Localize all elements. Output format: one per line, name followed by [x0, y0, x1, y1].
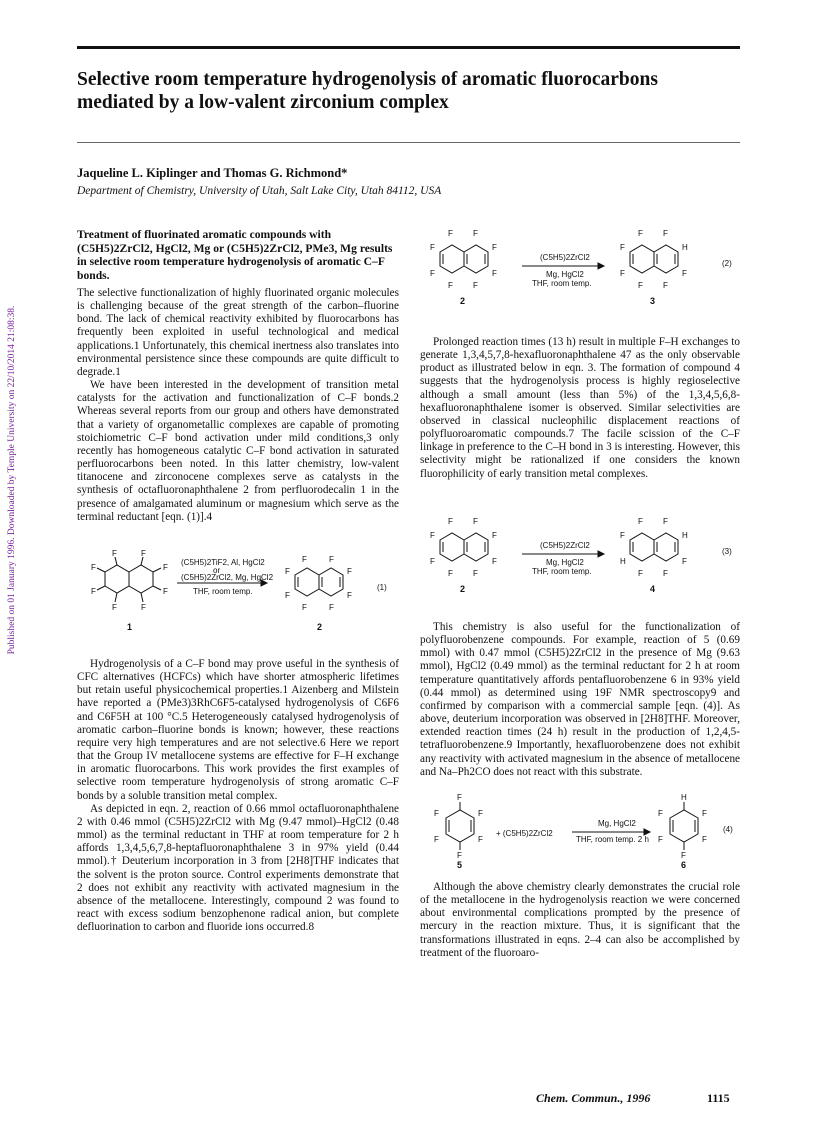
atom-f: F: [663, 517, 668, 526]
atom-f: F: [430, 243, 435, 252]
atom-f: F: [329, 555, 334, 564]
atom-f: F: [329, 603, 334, 612]
atom-f: F: [473, 569, 478, 578]
atom-f: F: [620, 243, 625, 252]
affiliation: Department of Chemistry, University of Utah, Salt Lake City, Utah 84112, USA: [77, 185, 442, 197]
eq4-number: (4): [723, 825, 733, 834]
eq1-label-right: 2: [317, 622, 323, 632]
atom-f: F: [434, 835, 439, 844]
atom-f: F: [682, 269, 687, 278]
atom-f: F: [638, 229, 643, 238]
page-number: 1115: [707, 1091, 730, 1105]
title-line-2: mediated by a low-valent zirconium complex: [77, 92, 449, 113]
paragraph-6: This chemistry is also useful for the functionalization of polyfluorobenzene compounds. For example, reaction of 5 (0.69 mmol) with 0.47 mmol (C5H5)2ZrCl2 in the presence of Mg (9.63 mmol), HgCl2 (0.49 mmol) as the terminal reductant for 2 h at room temperature quantitatively affords pentafluorobenzene 6 in 93% yield (0.44 mmol) as determined using 19F NMR spectroscopy9 and confirmed by comparison with a commercial sample [eqn. (4)]. As above, deuterium incorporation was observed in [2H8]THF. Moreover, extended reaction times (24 h) result in the production of 1,2,4,5-tetrafluorobenzene.9 Importantly, hexafluorobenzene does not exhibit any reactivity with activated magnesium in the absence of metallocene and Na–Ph2CO does not react with this substrate.: [420, 621, 740, 778]
atom-f: F: [492, 531, 497, 540]
atom-f: F: [285, 591, 290, 600]
atom-f: F: [448, 229, 453, 238]
atom-f: F: [478, 809, 483, 818]
atom-f: F: [141, 550, 146, 558]
equation-1: [77, 550, 399, 642]
top-rule: [77, 46, 740, 49]
authors: Jaqueline L. Kiplinger and Thomas G. Richmond*: [77, 166, 348, 180]
paragraph-7: Although the above chemistry clearly demonstrates the crucial role of the metallocene in the hydrogenolysis reaction we were concerned about environmental complications prompted by the presence of mercury in the reaction mixture. Thus, it is significant that the transformations illustrated in eqns. 2–4 can also be accomplished by treatment of the fluoroaro-: [420, 881, 740, 959]
atom-f: F: [638, 281, 643, 290]
atom-f: F: [620, 531, 625, 540]
eq4-label-left: 5: [457, 860, 463, 870]
eq4-plus-reagent: + (C5H5)2ZrCl2: [496, 829, 553, 838]
eq3-reagent: (C5H5)2ZrCl2: [540, 541, 590, 550]
atom-f: F: [448, 569, 453, 578]
atom-f: F: [302, 603, 307, 612]
atom-f: F: [430, 531, 435, 540]
eq2-reagent: (C5H5)2ZrCl2: [540, 253, 590, 262]
atom-f: F: [478, 835, 483, 844]
atom-h: H: [682, 531, 688, 540]
atom-f: F: [638, 517, 643, 526]
title-line-1: Selective room temperature hydrogenolysis of aromatic fluorocarbons: [77, 69, 658, 90]
atom-f: F: [434, 809, 439, 818]
left-column-top: [77, 287, 399, 524]
atom-f: F: [473, 517, 478, 526]
atom-f: F: [473, 229, 478, 238]
eq1-label-left: 1: [127, 622, 133, 632]
atom-f: F: [163, 563, 168, 572]
equation-4: [420, 792, 740, 872]
atom-f: F: [492, 269, 497, 278]
paragraph-2: We have been interested in the development of transition metal catalysts for the activation and functionalization of C–F bonds.2 Whereas several reports from our group and others have demonstrated that a variety of organometallic complexes are capable of promoting stoichiometric C–F bond activation under mild conditions,3 only recently has homogeneous catalytic C–F bond activation in saturated perfluorocarbons been noted. In this latter chemistry, low-valent titanocene and zirconocene complexes serve as catalysts in the synthesis of octafluoronaphthalene 2 from perfluorodecalin 1 in the presence of amalgamated aluminum or magnesium which serve as the terminal reductant [eqn. (1)].4: [77, 379, 399, 523]
eq2-conditions-2: THF, room temp.: [532, 279, 592, 288]
atom-f: F: [91, 587, 96, 596]
paragraph-3: Hydrogenolysis of a C–F bond may prove useful in the synthesis of CFC alternatives (HCFCs) which have shorter atmospheric lifetimes but retain useful physicochemical properties.1 Aizenberg and Milstein have reported a (PMe3)3RhC6F5-catalysed hydrogenolysis of C6F6 and C6F5H at 100 °C.5 Heterogeneously catalysed hydrogenolysis of aromatic carbon–fluorine bonds is known; however, these reactions require very high temperatures and are not selective.6 Here we report that the Group IV metallocene systems are effective for F–H exchange in aromatic fluorocarbons. This work provides the first examples of selective room temperature hydrogenolysis of strong aromatic C–F bonds by a soluble transition metal complex.: [77, 658, 399, 802]
atom-f: F: [663, 281, 668, 290]
right-column-middle: [420, 621, 740, 779]
paragraph-5: Prolonged reaction times (13 h) result in multiple F–H exchanges to generate 1,3,4,5,7,8-hexafluoronaphthalene 47 as the only observable product as illustrated below in eqn. 3. The formation of compound 4 suggests that the hydrogenolysis process is highly regioselective although a small amount (less than 5%) of the 1,3,4,5,6,8-hexafluoronaphthalene isomer is observed. Similar selectivities are observed in classical nucleophilic displacement reactions of polyfluoroaromatic compounds.7 The facile scission of the C–F linkage in preference to the C–H bond in 3 is interesting. However, this selectivity might be rationalized if one considers the known fluorophilicity of early transition metal complexes.: [420, 336, 740, 480]
eq1-or: or: [213, 566, 221, 575]
atom-f: F: [430, 269, 435, 278]
eq4-conditions-1: Mg, HgCl2: [598, 819, 636, 828]
eq1-reagent-1: (C5H5)2TiF2, Al, HgCl2: [181, 558, 265, 567]
article-title: [77, 68, 737, 114]
atom-f: F: [681, 851, 686, 860]
eq4-conditions-2: THF, room temp. 2 h: [576, 835, 649, 844]
left-column-bottom: [77, 658, 399, 934]
right-column-bottom: [420, 881, 740, 960]
atom-f: F: [302, 555, 307, 564]
atom-f: F: [285, 567, 290, 576]
atom-h: H: [682, 243, 688, 252]
atom-f: F: [163, 587, 168, 596]
atom-f: F: [682, 557, 687, 566]
eq3-conditions-2: THF, room temp.: [532, 567, 592, 576]
atom-f: F: [448, 517, 453, 526]
atom-f: F: [473, 281, 478, 290]
equation-2: [420, 222, 740, 312]
atom-f: F: [430, 557, 435, 566]
atom-f: F: [112, 550, 117, 558]
atom-f: F: [112, 603, 117, 612]
equation-3: [420, 510, 740, 602]
eq2-number: (2): [722, 259, 732, 268]
atom-f: F: [457, 851, 462, 860]
paragraph-1: The selective functionalization of highly fluorinated organic molecules is challenging because of the great strength of the carbon–fluorine bond. The lack of chemical reactivity exhibited by fluorocarbons has frequently been exploited in useful technological and medical applications.1 Unfortunately, this chemical inertness also translates into environmental persistence since these compounds are quite difficult to degrade.1: [77, 287, 399, 378]
atom-f: F: [620, 269, 625, 278]
atom-f: F: [141, 603, 146, 612]
eq3-label-right: 4: [650, 584, 656, 594]
paragraph-4: As depicted in eqn. 2, reaction of 0.66 mmol octafluoronaphthalene 2 with 0.46 mmol (C5H5)2ZrCl2 with Mg (9.47 mmol)–HgCl2 (0.48 mmol) as the terminal reductant in THF at room temperature for 2 h affords 1,3,4,5,6,7,8-heptafluoronaphthalene 3 in 97% yield (0.44 mmol).† Deuterium incorporation in 3 from [2H8]THF indicates that the solvent is the proton source. Control experiments demonstrate that 2 does not exhibit any reactivity with activated magnesium in the absence of the metallocene. Interestingly, compound 2 was found to react with excess sodium benzophenone radical anion, but complete defluorination to carbon and fluoride ions occurred.8: [77, 802, 399, 934]
title-rule: [77, 142, 740, 143]
download-note-text: Published on 01 January 1996. Downloaded by Temple University on 22/10/2014 21:08:38.: [7, 305, 17, 655]
atom-f: F: [347, 567, 352, 576]
eq2-label-right: 3: [650, 296, 656, 306]
atom-f: F: [658, 809, 663, 818]
eq3-label-left: 2: [460, 584, 466, 594]
journal-citation: Chem. Commun., 1996: [536, 1091, 651, 1105]
atom-f: F: [492, 557, 497, 566]
atom-f: F: [702, 835, 707, 844]
eq1-conditions: THF, room temp.: [193, 587, 253, 596]
atom-h: H: [620, 557, 626, 566]
atom-f: F: [663, 569, 668, 578]
atom-h: H: [681, 793, 687, 802]
atom-f: F: [448, 281, 453, 290]
download-note: [2, 290, 18, 670]
eq4-label-right: 6: [681, 860, 687, 870]
eq1-number: (1): [377, 583, 387, 592]
eq3-conditions-1: Mg, HgCl2: [546, 558, 584, 567]
eq2-conditions-1: Mg, HgCl2: [546, 270, 584, 279]
eq3-number: (3): [722, 547, 732, 556]
atom-f: F: [91, 563, 96, 572]
atom-f: F: [658, 835, 663, 844]
atom-f: F: [492, 243, 497, 252]
atom-f: F: [702, 809, 707, 818]
atom-f: F: [638, 569, 643, 578]
atom-f: F: [457, 793, 462, 802]
atom-f: F: [347, 591, 352, 600]
eq2-label-left: 2: [460, 296, 466, 306]
eq1-reagent-2: (C5H5)2ZrCl2, Mg, HgCl2: [181, 573, 274, 582]
right-column-top: [420, 336, 740, 481]
abstract: Treatment of fluorinated aromatic compounds with (C5H5)2ZrCl2, HgCl2, Mg or (C5H5)2ZrCl2, PMe3, Mg results in selective room temperature hydrogenolysis of aromatic C–F bonds.: [77, 228, 393, 282]
atom-f: F: [663, 229, 668, 238]
